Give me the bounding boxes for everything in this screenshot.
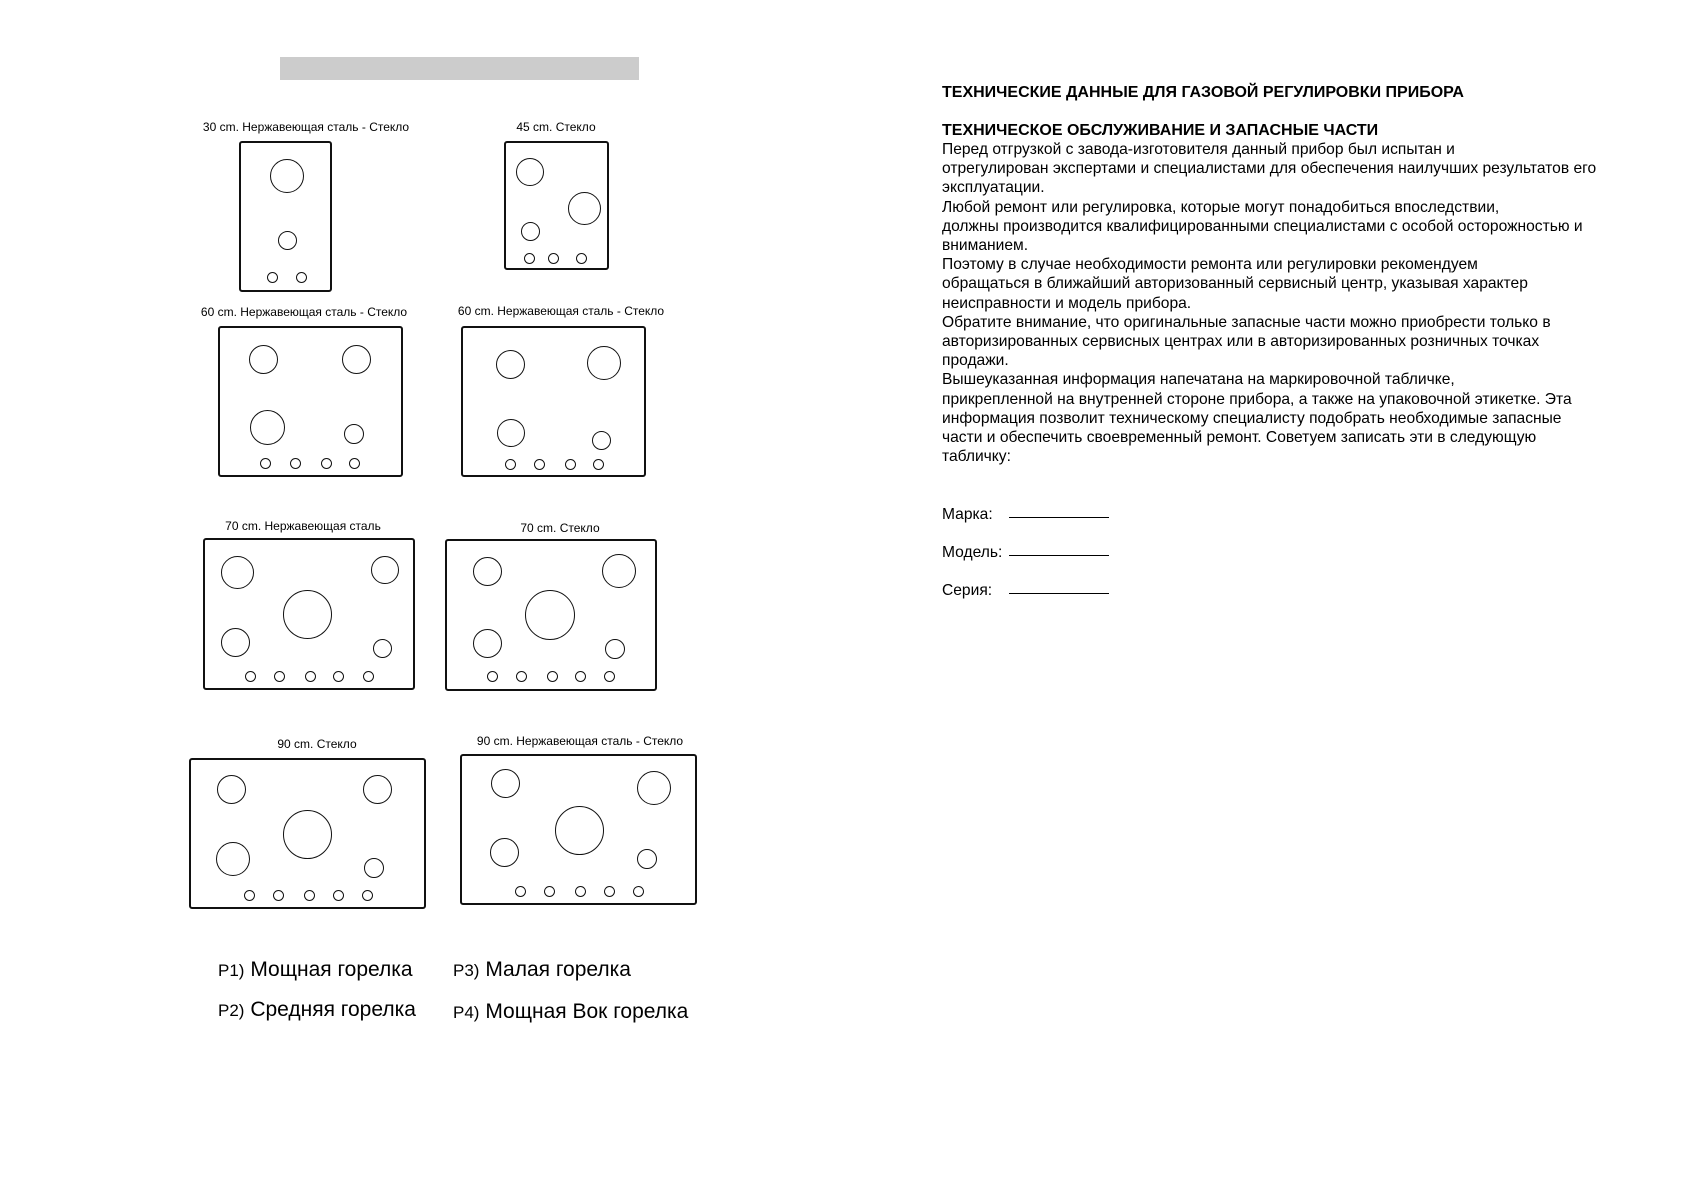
text-line: продажи. (942, 352, 1009, 370)
text-line: эксплуатации. (942, 179, 1045, 197)
knob-icon (290, 458, 301, 469)
burner-icon (363, 775, 392, 804)
hob-caption: 90 cm. Стекло (277, 737, 357, 751)
knob-icon (548, 253, 559, 264)
burner-icon (637, 771, 671, 805)
legend-label: Малая горелка (485, 958, 631, 981)
hob-caption: 70 cm. Стекло (520, 521, 600, 535)
fill-line (1009, 517, 1109, 518)
section-heading: ТЕХНИЧЕСКОЕ ОБСЛУЖИВАНИЕ И ЗАПАСНЫЕ ЧАСТИ (942, 122, 1379, 139)
knob-icon (516, 671, 527, 682)
burner-icon (216, 842, 250, 876)
hob-diagram (504, 141, 609, 270)
text-line: должны производится квалифицированными специалистами с особой осторожностью и (942, 217, 1583, 235)
burner-icon (250, 410, 285, 445)
knob-icon (260, 458, 271, 469)
burner-icon (217, 775, 246, 804)
hob-caption: 60 cm. Нержавеющая сталь - Стекло (200, 305, 408, 319)
text-line: прикрепленной на внутренней стороне прибора, а также на упаковочной этикетке. Эта (942, 390, 1572, 408)
burner-icon (592, 431, 611, 450)
burner-icon (605, 639, 625, 659)
hob-diagram (189, 758, 426, 909)
burner-icon (283, 810, 332, 859)
body-text (942, 140, 1662, 466)
knob-icon (633, 886, 644, 897)
legend-item (218, 998, 416, 1022)
knob-icon (245, 671, 256, 682)
knob-icon (363, 671, 374, 682)
hob-diagram (460, 754, 697, 905)
legend-code: P1) (218, 961, 245, 980)
knob-icon (547, 671, 558, 682)
knob-icon (304, 890, 315, 901)
legend-item (453, 958, 631, 982)
hob-diagram (445, 539, 657, 691)
text-line: информация позволит техническому специалисту подобрать необходимые запасные (942, 409, 1562, 427)
burner-icon (473, 557, 502, 586)
knob-icon (604, 671, 615, 682)
legend-code: P4) (453, 1003, 480, 1022)
knob-icon (534, 459, 545, 470)
burner-icon (516, 158, 544, 186)
legend-label: Средняя горелка (250, 998, 416, 1021)
field-label: Серия: (942, 582, 993, 599)
burner-icon (637, 849, 657, 869)
text-line: неисправности и модель прибора. (942, 294, 1192, 312)
field-label: Марка: (942, 506, 993, 523)
burner-icon (221, 556, 254, 589)
knob-icon (333, 890, 344, 901)
fill-line (1009, 555, 1109, 556)
knob-icon (544, 886, 555, 897)
knob-icon (575, 886, 586, 897)
burner-icon (496, 350, 525, 379)
burner-icon (555, 806, 604, 855)
knob-icon (349, 458, 360, 469)
burner-icon (473, 629, 502, 658)
legend-label: Мощная горелка (250, 958, 413, 981)
burner-icon (270, 159, 304, 193)
field-model (942, 544, 1002, 562)
section-heading: ТЕХНИЧЕСКИЕ ДАННЫЕ ДЛЯ ГАЗОВОЙ РЕГУЛИРОВКИ ПРИБОРА (942, 84, 1464, 101)
text-line: Любой ремонт или регулировка, которые могут понадобиться впоследствии, (942, 198, 1500, 216)
text-line: Обратите внимание, что оригинальные запасные части можно приобрести только в (942, 313, 1551, 331)
burner-icon (344, 424, 364, 444)
legend-code: P3) (453, 961, 480, 980)
knob-icon (305, 671, 316, 682)
knob-icon (273, 890, 284, 901)
burner-icon (249, 345, 278, 374)
knob-icon (487, 671, 498, 682)
burner-icon (525, 590, 575, 640)
text-line: обращаться в ближайший авторизованный сервисный центр, указывая характер (942, 275, 1528, 293)
burner-icon (568, 192, 601, 225)
text-line: табличку: (942, 448, 1011, 466)
hob-caption: 90 cm. Нержавеющая сталь - Стекло (476, 734, 684, 748)
burner-icon (587, 346, 621, 380)
knob-icon (244, 890, 255, 901)
burner-icon (283, 590, 332, 639)
burner-icon (491, 769, 520, 798)
text-line: вниманием. (942, 237, 1029, 255)
knob-icon (296, 272, 307, 283)
knob-icon (267, 272, 278, 283)
text-line: отрегулирован экспертами и специалистами для обеспечения наилучших результатов его (942, 160, 1597, 178)
field-label: Модель: (942, 544, 1003, 561)
legend-label: Мощная Вок горелка (485, 1000, 689, 1023)
knob-icon (515, 886, 526, 897)
fill-line (1009, 593, 1109, 594)
hob-diagram (218, 326, 403, 477)
legend-code: P2) (218, 1001, 245, 1020)
knob-icon (505, 459, 516, 470)
burner-icon (371, 556, 399, 584)
burner-icon (278, 231, 297, 250)
text-line: авторизированных сервисных центрах или в авторизированных розничных точках (942, 333, 1540, 351)
knob-icon (565, 459, 576, 470)
knob-icon (362, 890, 373, 901)
burner-icon (490, 838, 519, 867)
text-line: Вышеуказанная информация напечатана на маркировочной табличке, (942, 371, 1455, 389)
text-line: Перед отгрузкой с завода-изготовителя данный прибор был испытан и (942, 141, 1455, 158)
knob-icon (593, 459, 604, 470)
text-line: части и обеспечить своевременный ремонт. Советуем записать эти в следующую (942, 429, 1537, 447)
field-serial (942, 582, 992, 600)
header-bar (280, 57, 639, 80)
knob-icon (604, 886, 615, 897)
legend-item (218, 958, 413, 982)
hob-caption: 70 cm. Нержавеющая сталь (225, 519, 381, 533)
burner-icon (497, 419, 525, 447)
knob-icon (333, 671, 344, 682)
knob-icon (524, 253, 535, 264)
hob-caption: 45 cm. Стекло (516, 120, 596, 134)
knob-icon (575, 671, 586, 682)
hob-diagram (239, 141, 332, 292)
hob-diagram (461, 326, 646, 477)
hob-diagram (203, 538, 415, 690)
hob-caption: 60 cm. Нержавеющая сталь - Стекло (457, 304, 665, 318)
burner-icon (602, 554, 636, 588)
burner-icon (521, 222, 540, 241)
burner-icon (342, 345, 371, 374)
text-line: Поэтому в случае необходимости ремонта или регулировки рекомендуем (942, 256, 1478, 274)
knob-icon (274, 671, 285, 682)
knob-icon (576, 253, 587, 264)
burner-icon (364, 858, 384, 878)
burner-icon (221, 628, 250, 657)
hob-caption: 30 cm. Нержавеющая сталь - Стекло (202, 120, 410, 134)
legend-item (453, 1000, 688, 1024)
burner-icon (373, 639, 392, 658)
knob-icon (321, 458, 332, 469)
field-brand (942, 506, 993, 524)
